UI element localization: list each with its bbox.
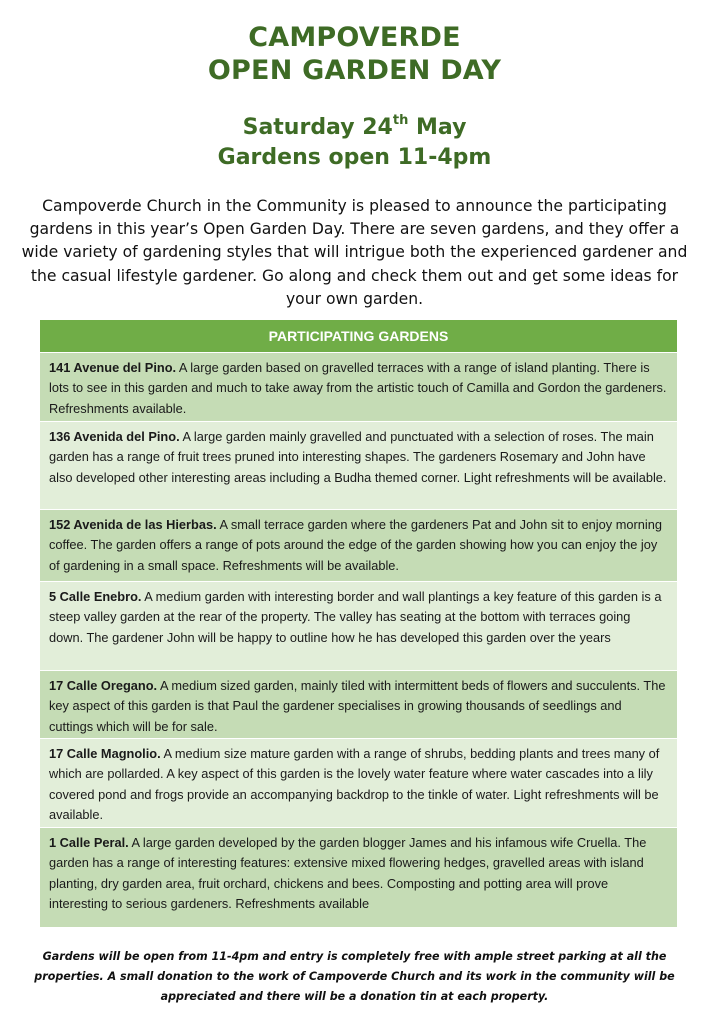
garden-description: A large garden based on gravelled terraces with a range of island planting. There is lots to see in this garden and much to take away from the artistic touch of Camilla and Gordon the gardeners. Refreshments available. (49, 360, 667, 416)
date-day: Saturday 24 (242, 115, 393, 140)
table-row (40, 739, 677, 828)
garden-description: A medium size mature garden with a range of shrubs, bedding plants and trees many of which are pollarded. A key aspect of this garden is the lovely water feature where water cascades into a lily covered pond and frogs provide an accompanying backdrop to the tinkle of water. Light refreshments will be available. (49, 746, 660, 822)
gardens-table (40, 320, 677, 928)
date-ordinal: th (392, 112, 409, 128)
garden-address: 1 Calle Peral. (49, 835, 129, 850)
event-date (0, 114, 709, 142)
garden-address: 17 Calle Oregano. (49, 678, 158, 693)
table-header: PARTICIPATING GARDENS (40, 320, 677, 353)
table-row (40, 671, 677, 739)
garden-description: A small terrace garden where the gardeners Pat and John sit to enjoy morning coffee. The garden offers a range of pots around the edge of the garden showing how you can enjoy the joy of gardening in a small space. Refreshments will be available. (49, 517, 662, 573)
date-month: May (408, 115, 467, 140)
garden-address: 136 Avenida del Pino. (49, 429, 180, 444)
opening-hours: Gardens open 11-4pm (217, 145, 492, 170)
garden-address: 141 Avenue del Pino. (49, 360, 177, 375)
garden-description: A large garden mainly gravelled and punctuated with a selection of roses. The main garden has a range of fruit trees pruned into interesting shapes. The gardeners Rosemary and John have also developed other interesting areas including a Budha themed corner. Light refreshments will be available. (49, 429, 667, 485)
title-line-1: CAMPOVERDE (248, 22, 461, 53)
intro-paragraph: Campoverde Church in the Community is pleased to announce the participating gardens in this year’s Open Garden Day. There are seven gardens, and they offer a wide variety of gardening styles that will intrigue both the experienced gardener and the casual lifestyle gardener. Go along and check them out and get some ideas for your own garden. (21, 197, 688, 308)
garden-address: 5 Calle Enebro. (49, 589, 142, 604)
garden-description: A medium garden with interesting border and wall plantings a key feature of this garden is a steep valley garden at the rear of the property. The valley has seating at the bottom with terraces going down. The gardener John will be happy to outline how he has developed this garden over the years (49, 589, 662, 645)
table-row (40, 422, 677, 510)
table-row (40, 510, 677, 582)
table-row (40, 828, 677, 928)
table-row (40, 582, 677, 671)
title-line-2: OPEN GARDEN DAY (207, 55, 502, 86)
garden-description: A large garden developed by the garden blogger James and his infamous wife Cruella. The garden has a range of interesting features: extensive mixed flowering hedges, gravelled areas with island planting, dry garden area, fruit orchard, chickens and bees. Composting and potting area will prove interesting to serious gardeners. Refreshments available (49, 835, 647, 911)
footer-note: Gardens will be open from 11-4pm and entry is completely free with ample street parking at all the properties. A small donation to the work of Campoverde Church and its work in the community will be appreciated and there will be a donation tin at each property. (34, 950, 675, 1004)
garden-description: A medium sized garden, mainly tiled with intermittent beds of flowers and succulents. The key aspect of this garden is that Paul the gardener specialises in growing thousands of seedlings and cuttings which will be for sale. (49, 678, 666, 734)
garden-address: 17 Calle Magnolio. (49, 746, 161, 761)
table-row (40, 353, 677, 422)
garden-address: 152 Avenida de las Hierbas. (49, 517, 217, 532)
